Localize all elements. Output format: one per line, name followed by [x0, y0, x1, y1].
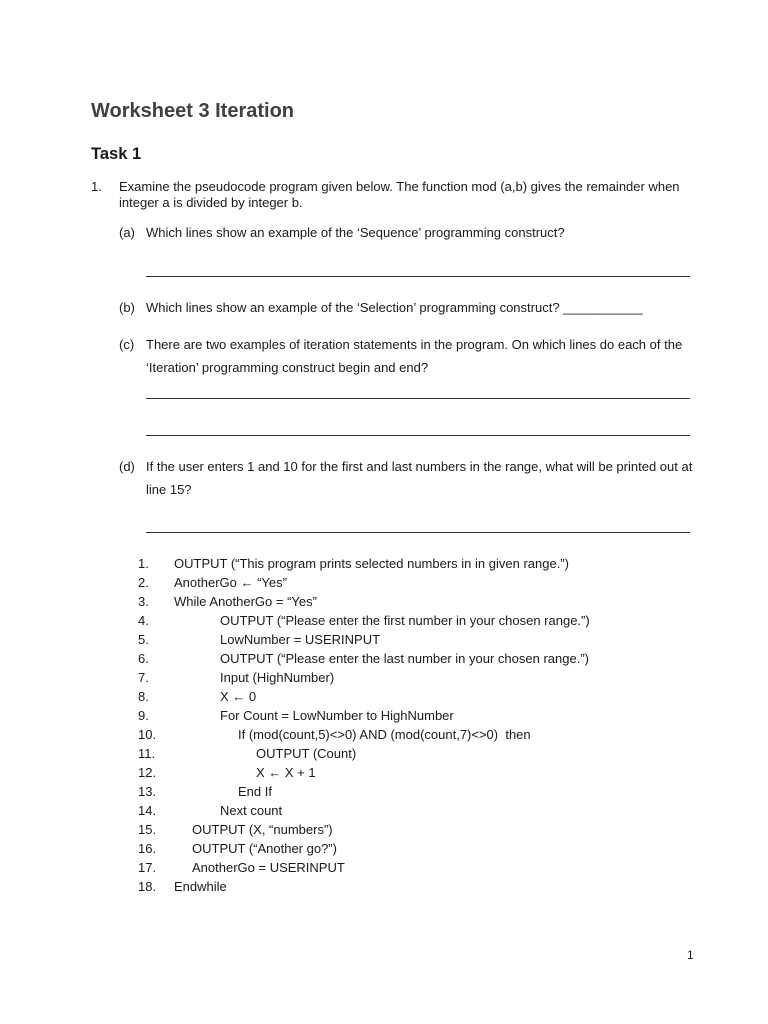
- code-line: [0, 820, 768, 839]
- line-number: 3.: [138, 594, 149, 609]
- code-text: OUTPUT (X, “numbers”): [192, 822, 333, 837]
- code-line: [0, 649, 768, 668]
- code-text: X ← 0: [220, 689, 257, 704]
- line-number: 15.: [138, 822, 157, 837]
- code-line: [0, 839, 768, 858]
- question-intro: Examine the pseudocode program given below. The function mod (a,b) gives the remainder when integer a is divided by integer b.: [119, 179, 680, 210]
- worksheet-title: Worksheet 3 Iteration: [91, 100, 295, 122]
- code-text: AnotherGo = USERINPUT: [192, 860, 345, 875]
- line-number: 17.: [138, 860, 157, 875]
- code-line: [0, 782, 768, 801]
- page-number: 1: [687, 948, 694, 962]
- line-number: 11.: [138, 746, 156, 761]
- code-line: [0, 573, 768, 592]
- question-number: 1.: [91, 179, 102, 194]
- line-number: 7.: [138, 670, 149, 685]
- code-line: [0, 706, 768, 725]
- code-line: [0, 763, 768, 782]
- code-line: [0, 725, 768, 744]
- task-heading: Task 1: [91, 145, 142, 163]
- line-number: 13.: [138, 784, 157, 799]
- part-label: (b): [119, 300, 135, 315]
- code-text: X ← X + 1: [256, 765, 316, 780]
- line-number: 9.: [138, 708, 149, 723]
- line-number: 1.: [138, 556, 149, 571]
- line-number: 4.: [138, 613, 149, 628]
- answer-line-a[interactable]: [146, 276, 690, 277]
- line-number: 6.: [138, 651, 149, 666]
- part-label: (c): [119, 337, 135, 352]
- line-number: 12.: [138, 765, 157, 780]
- line-number: 5.: [138, 632, 149, 647]
- line-number: 10.: [138, 727, 157, 742]
- code-text: LowNumber = USERINPUT: [220, 632, 381, 647]
- code-text: While AnotherGo = “Yes”: [174, 594, 317, 609]
- line-number: 14.: [138, 803, 157, 818]
- part-label: (d): [119, 459, 135, 474]
- code-text: End If: [238, 784, 272, 799]
- code-line: [0, 592, 768, 611]
- code-text: For Count = LowNumber to HighNumber: [220, 708, 454, 723]
- code-line: [0, 801, 768, 820]
- code-line: [0, 744, 768, 763]
- part-text: Which lines show an example of the ‘Sequence’ programming construct?: [146, 225, 565, 240]
- code-text: Input (HighNumber): [220, 670, 335, 685]
- code-text: OUTPUT (Count): [256, 746, 357, 761]
- code-line: [0, 611, 768, 630]
- code-line: [0, 630, 768, 649]
- code-text: OUTPUT (“This program prints selected numbers in in given range.”): [174, 556, 569, 571]
- part-text: There are two examples of iteration statements in the program. On which lines do each of the ‘Iteration’ programming construct begin and end?: [146, 337, 683, 375]
- code-line: [0, 687, 768, 706]
- answer-line-d[interactable]: [146, 532, 690, 533]
- line-number: 8.: [138, 689, 149, 704]
- code-line: [0, 877, 768, 896]
- line-number: 18.: [138, 879, 157, 894]
- code-line: [0, 858, 768, 877]
- code-text: Next count: [220, 803, 283, 818]
- part-text: Which lines show an example of the ‘Selection’ programming construct? ___________: [146, 300, 643, 315]
- code-text: AnotherGo ← “Yes”: [174, 575, 287, 590]
- line-number: 2.: [138, 575, 149, 590]
- code-text: OUTPUT (“Please enter the last number in your chosen range.”): [220, 651, 589, 666]
- code-line: [0, 554, 768, 573]
- code-text: If (mod(count,5)<>0) AND (mod(count,7)<>0) then: [238, 727, 531, 742]
- code-line: [0, 668, 768, 687]
- part-label: (a): [119, 225, 135, 240]
- answer-line-c1[interactable]: [146, 398, 690, 399]
- code-text: OUTPUT (“Another go?”): [192, 841, 337, 856]
- code-text: OUTPUT (“Please enter the first number in your chosen range.”): [220, 613, 590, 628]
- answer-line-c2[interactable]: [146, 435, 690, 436]
- line-number: 16.: [138, 841, 157, 856]
- part-text: If the user enters 1 and 10 for the first and last numbers in the range, what will be printed out at line 15?: [146, 459, 693, 497]
- code-text: Endwhile: [174, 879, 227, 894]
